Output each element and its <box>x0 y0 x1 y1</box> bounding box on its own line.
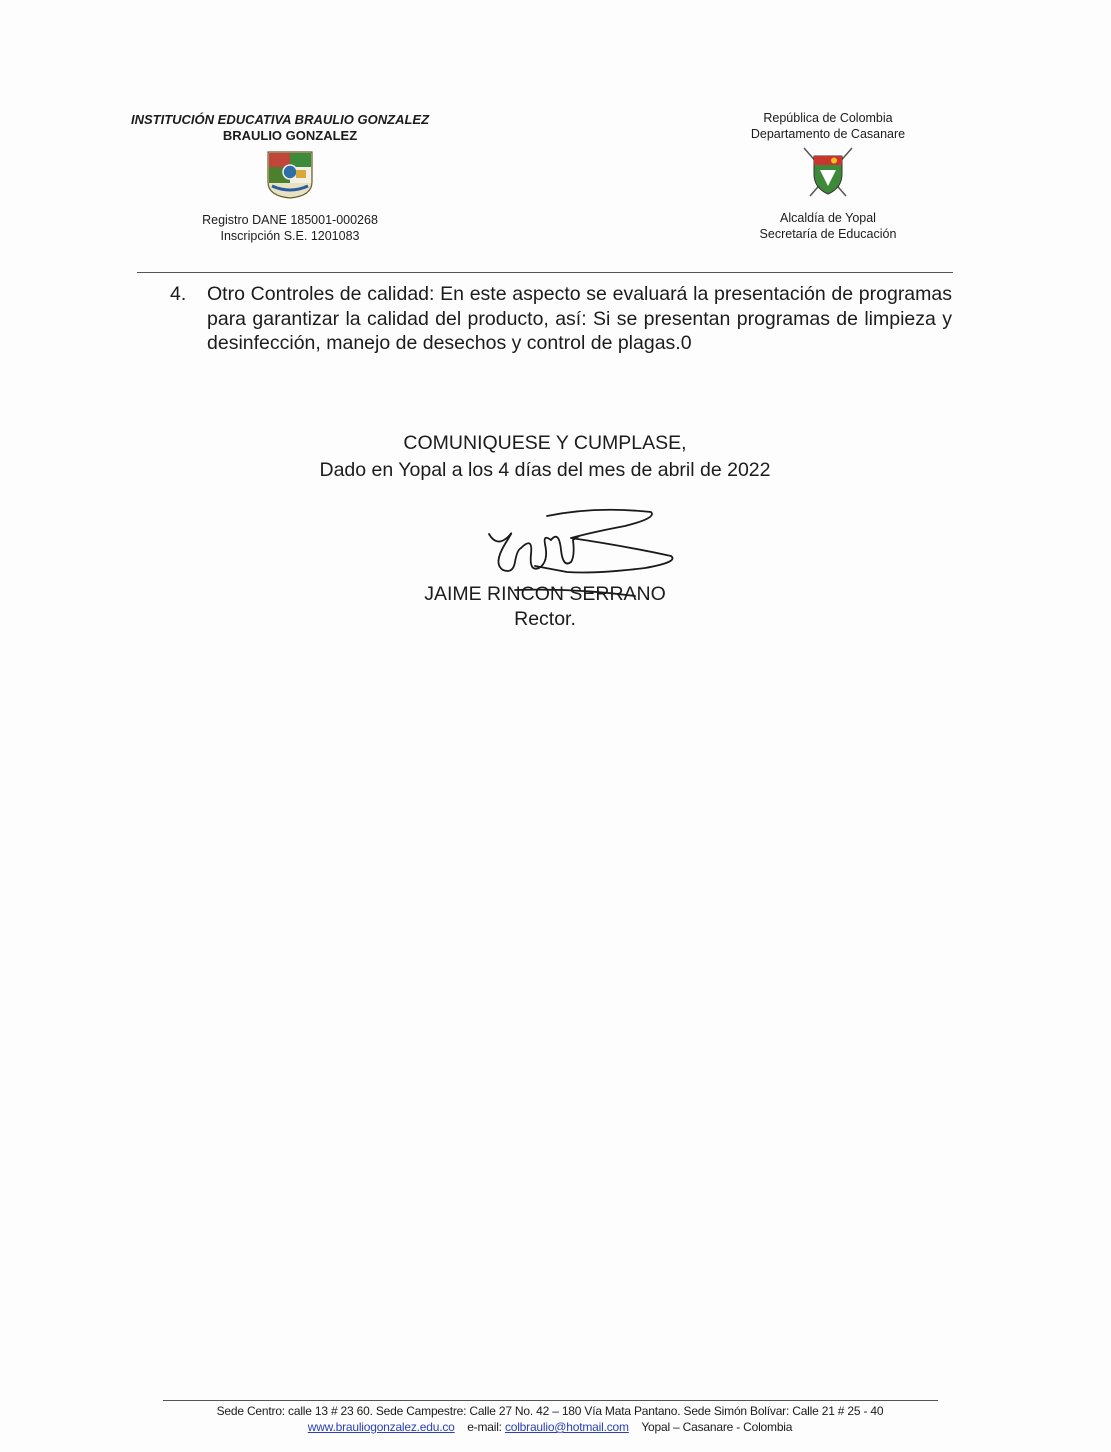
footer-location: Yopal – Casanare - Colombia <box>641 1420 793 1434</box>
secretaria-label: Secretaría de Educación <box>759 227 897 241</box>
header-divider <box>137 272 953 273</box>
item-number: 4. <box>170 283 187 305</box>
numbered-item <box>170 282 952 356</box>
email-link[interactable]: colbraulio@hotmail.com <box>504 1420 629 1434</box>
departamento-label: Departamento de Casanare <box>750 127 906 141</box>
footer-divider <box>163 1400 938 1401</box>
footer <box>120 1403 980 1435</box>
website-link[interactable]: www.brauliogonzalez.edu.co <box>307 1420 455 1434</box>
registro-dane: Registro DANE 185001-000268 <box>202 213 378 227</box>
signer-block <box>300 582 790 632</box>
closing-formula: COMUNIQUESE Y CUMPLASE, <box>403 432 687 454</box>
email-label: e-mail: <box>467 1420 502 1434</box>
footer-contact <box>120 1419 980 1435</box>
closing-block <box>200 430 890 484</box>
alcaldia-label: Alcaldía de Yopal <box>780 211 876 225</box>
institution-subtitle: BRAULIO GONZALEZ <box>222 128 358 143</box>
footer-addresses: Sede Centro: calle 13 # 23 60. Sede Campestre: Calle 27 No. 42 – 180 Vía Mata Pantano. Sede Simón Bolívar: Calle 21 # 25 - 40 <box>216 1404 884 1418</box>
signer-name: JAIME RINCON SERRANO <box>424 583 666 605</box>
item-text: Otro Controles de calidad: En este aspecto se evaluará la presentación de programas para garantizar la calidad del producto, así: Si se presentan programas de limpieza y desinfección, manejo de desechos y control de plagas.0 <box>207 283 952 354</box>
signer-title: Rector. <box>514 608 576 630</box>
inscripcion: Inscripción S.E. 1201083 <box>220 229 360 243</box>
institution-name: INSTITUCIÓN EDUCATIVA BRAULIO GONZALEZ <box>130 112 430 127</box>
institution-crest-icon <box>266 150 314 200</box>
institution-header <box>120 112 460 244</box>
casanare-crest-icon <box>798 146 858 200</box>
republica-label: República de Colombia <box>763 111 893 125</box>
closing-date: Dado en Yopal a los 4 días del mes de abril de 2022 <box>319 459 771 481</box>
government-header <box>718 110 938 242</box>
